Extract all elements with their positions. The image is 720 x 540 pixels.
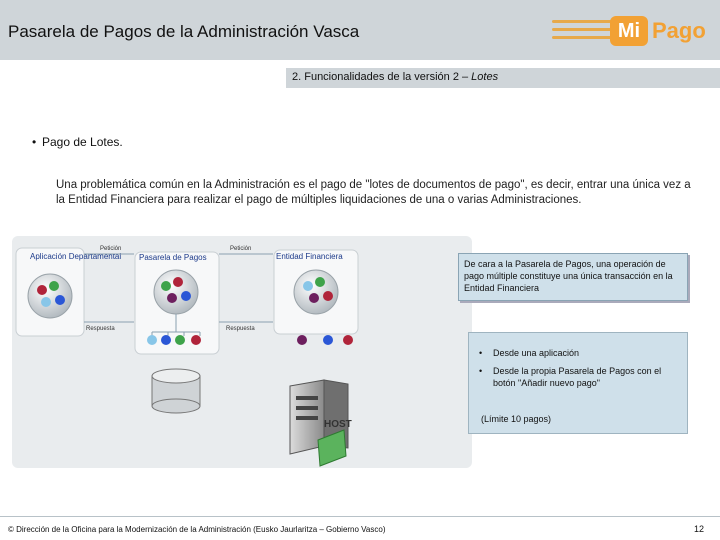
logo-mi-badge: Mi [610,16,648,46]
section-title-highlight: Lotes [471,71,499,83]
section-title-prefix: 2. Funcionalidades de la versión 2 – [292,71,472,83]
page-title: Pasarela de Pagos de la Administración Vasca [8,22,360,41]
node-lightblue [147,335,157,345]
node-green [175,335,185,345]
main-bullet [32,135,123,149]
node-lightblue [41,297,51,307]
info-bullet: • [479,348,483,358]
host-label: HOST [324,419,352,430]
section-subheader [286,68,720,88]
node-red [343,335,353,345]
node-purple [297,335,307,345]
page-number: 12 [693,524,704,534]
node-green [315,277,325,287]
node-green [49,281,59,291]
box-entidad-title: Entidad Financiera [276,252,343,261]
node-green [161,281,171,291]
mipago-logo [552,12,712,52]
box-pasarela-title: Pasarela de Pagos [139,253,207,262]
bullet-marker: • [32,135,37,149]
arrow-peticion-2-label: Petición [230,246,252,252]
arrow-respuesta-2-label: Respuesta [226,326,255,332]
footer-divider [0,516,720,517]
logo-pago-text: Pago [652,18,706,43]
node-blue [323,335,333,345]
info-item-text: Desde la propia Pasarela de Pagos con el botón "Añadir nuevo pago" [493,366,662,388]
arrow-respuesta-1-label: Respuesta [86,326,115,332]
arrow-peticion-1-label: Petición [100,246,122,252]
header-bar [0,0,720,60]
node-blue [181,291,191,301]
disc-aplicacion [28,274,72,318]
node-blue [55,295,65,305]
section-title [292,71,498,83]
node-red [173,277,183,287]
flow-diagram [12,234,472,470]
disc-entidad [294,270,338,314]
footer-credit: © Dirección de la Oficina para la Modernización de la Administración (Eusko Jaurlaritza – Gobierno Vasco) [8,525,386,534]
info-panel [468,332,688,434]
bullet-label: Pago de Lotes. [42,135,123,149]
database-icon [152,369,200,413]
node-lightblue [303,281,313,291]
node-red [37,285,47,295]
logo-speed-lines [552,20,612,44]
box-aplicacion-title: Aplicación Departamental [30,252,122,261]
disc-pasarela [154,270,198,314]
callout-box: De cara a la Pasarela de Pagos, una operación de pago múltiple constituye una única transacción en la Entidad Financiera [458,253,688,301]
limit-note: (Límite 10 pagos) [481,414,552,424]
node-blue [161,335,171,345]
node-purple [309,293,319,303]
description-paragraph: Una problemática común en la Administración es el pago de "lotes de documentos de pago", es decir, entrar una única vez a la Entidad Financiera para realizar el pago de múltiples liquidaciones de una o varias Administraciones. [56,179,691,206]
info-item-text: Desde una aplicación [493,348,580,358]
flow-diagram-svg [12,234,472,470]
node-purple [167,293,177,303]
node-red [323,291,333,301]
node-red [191,335,201,345]
info-bullet: • [479,366,483,376]
